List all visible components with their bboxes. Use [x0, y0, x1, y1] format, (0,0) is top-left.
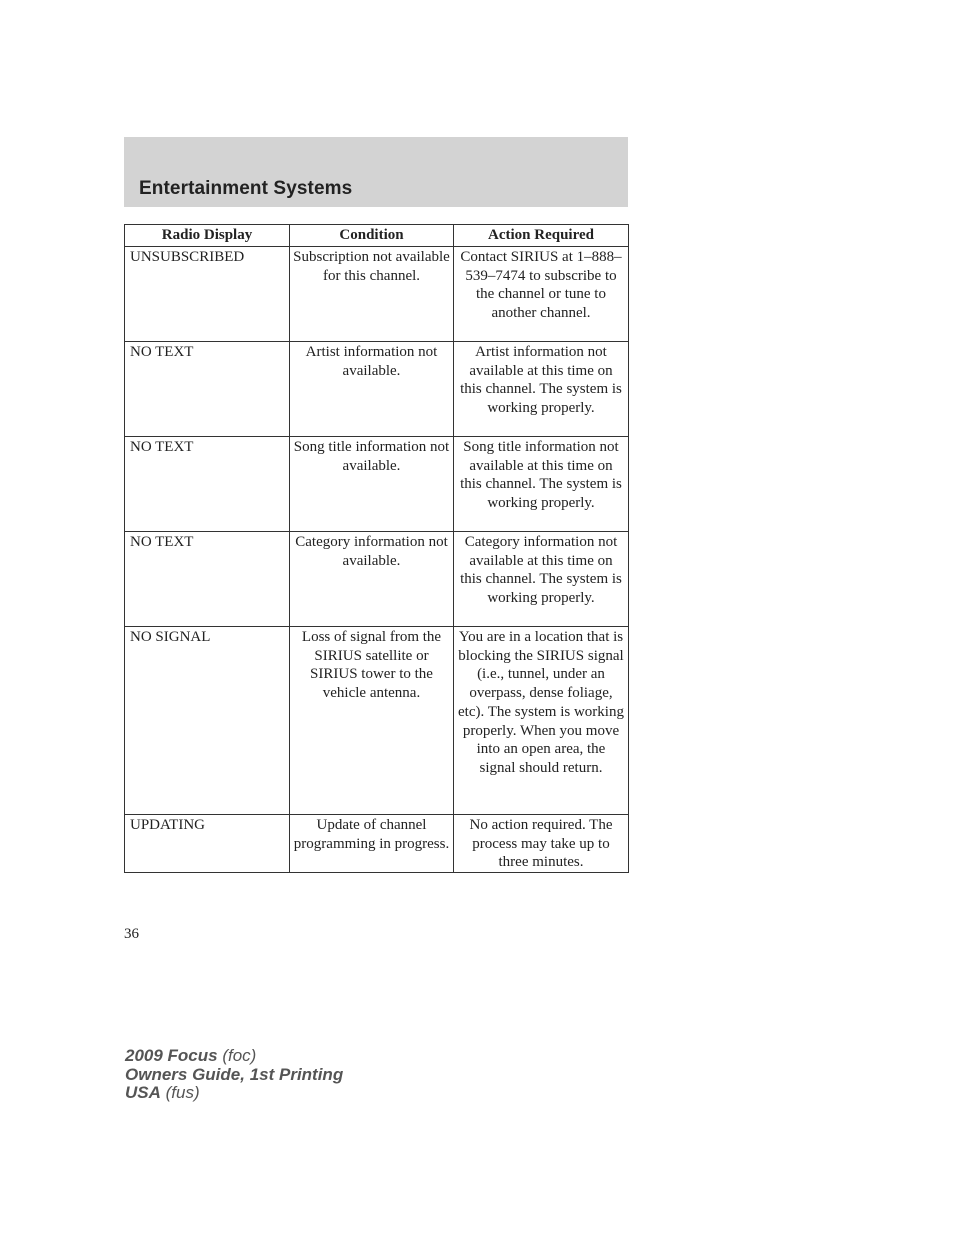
cell-action-required: Artist information not available at this time on this channel. The system is working properly.	[454, 342, 629, 437]
cell-radio-display: NO TEXT	[125, 532, 290, 627]
page-number: 36	[124, 926, 139, 942]
footer-market: USA	[125, 1083, 161, 1102]
column-header-action-required: Action Required	[454, 225, 629, 247]
radio-display-table	[124, 224, 629, 873]
section-title: Entertainment Systems	[139, 178, 353, 199]
table-row	[125, 815, 629, 873]
table-header-row	[125, 225, 629, 247]
table-row	[125, 342, 629, 437]
cell-action-required: Song title information not available at this time on this channel. The system is working properly.	[454, 437, 629, 532]
footer-line-guide	[125, 1066, 343, 1085]
table-row	[125, 437, 629, 532]
cell-condition: Song title information not available.	[290, 437, 454, 532]
table-row	[125, 247, 629, 342]
cell-action-required: Category information not available at this time on this channel. The system is working properly.	[454, 532, 629, 627]
cell-radio-display: UNSUBSCRIBED	[125, 247, 290, 342]
table-row	[125, 532, 629, 627]
column-header-radio-display: Radio Display	[125, 225, 290, 247]
cell-action-required: No action required. The process may take up to three minutes.	[454, 815, 629, 873]
cell-radio-display: UPDATING	[125, 815, 290, 873]
cell-condition: Artist information not available.	[290, 342, 454, 437]
footer-market-code: (fus)	[165, 1083, 200, 1102]
section-header	[124, 137, 628, 207]
cell-radio-display: NO TEXT	[125, 342, 290, 437]
cell-action-required: Contact SIRIUS at 1–888–539–7474 to subscribe to the channel or tune to another channel.	[454, 247, 629, 342]
cell-condition: Category information not available.	[290, 532, 454, 627]
footer-line-model	[125, 1047, 343, 1066]
cell-radio-display: NO SIGNAL	[125, 627, 290, 815]
document-footer	[125, 1047, 343, 1103]
cell-condition: Loss of signal from the SIRIUS satellite or SIRIUS tower to the vehicle antenna.	[290, 627, 454, 815]
footer-model: 2009 Focus	[125, 1046, 218, 1065]
table-row	[125, 627, 629, 815]
cell-condition: Update of channel programming in progress.	[290, 815, 454, 873]
footer-line-market	[125, 1084, 343, 1103]
footer-guide: Owners Guide, 1st Printing	[125, 1064, 344, 1084]
column-header-condition: Condition	[290, 225, 454, 247]
cell-action-required: You are in a location that is blocking the SIRIUS signal (i.e., tunnel, under an overpass, dense foliage, etc). The system is working properly. When you move into an open area, the signal should return.	[454, 627, 629, 815]
cell-radio-display: NO TEXT	[125, 437, 290, 532]
cell-condition: Subscription not available for this channel.	[290, 247, 454, 342]
footer-model-code: (foc)	[222, 1046, 257, 1065]
